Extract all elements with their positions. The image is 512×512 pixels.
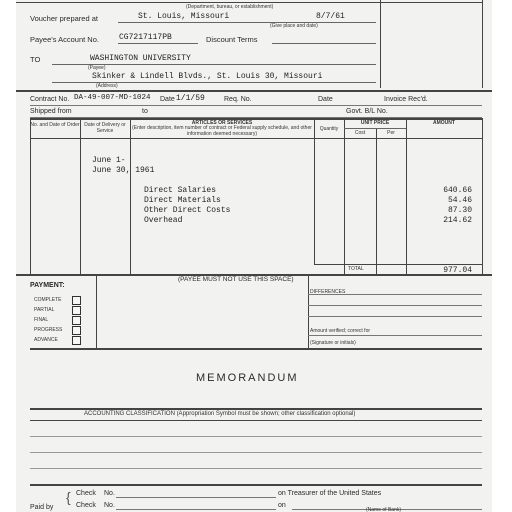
rule	[118, 22, 376, 23]
contract-date-value: 1/1/59	[176, 94, 205, 103]
treasurer-text: on Treasurer of the United States	[278, 490, 382, 497]
rule	[30, 408, 482, 410]
voucher-place: St. Louis, Missouri	[138, 12, 230, 21]
item-desc-2: Other Direct Costs	[144, 206, 231, 215]
signature-label: (Signature or initials)	[310, 340, 356, 346]
rule	[30, 484, 482, 486]
item-amount-2: 87.30	[447, 206, 472, 215]
rule	[308, 274, 309, 348]
col-cost-header: Cost	[354, 130, 366, 136]
rule	[118, 43, 198, 44]
col-order-header: No. and Date of Order	[30, 122, 80, 128]
payment-option-3: PROGRESS	[34, 327, 63, 333]
col-amount-header: AMOUNT	[433, 120, 455, 126]
col-quantity-header: Quantity	[319, 126, 339, 132]
on-label: on	[278, 502, 286, 509]
item-desc-1: Direct Materials	[144, 196, 221, 205]
rule	[308, 335, 482, 336]
rule	[80, 118, 81, 274]
rule	[96, 274, 97, 348]
col-delivery-header: Date of Delivery or Service	[84, 122, 126, 134]
rule	[344, 128, 406, 129]
rule	[482, 0, 483, 88]
amount-verified-label: Amount verified; correct for	[310, 328, 371, 334]
brace-glyph: {	[66, 489, 71, 505]
rule	[406, 118, 407, 274]
rule	[482, 118, 483, 274]
checkbox-advance[interactable]	[72, 336, 81, 345]
rule	[344, 118, 345, 274]
payee-address: Skinker & Lindell Blvds., St. Louis 30, Missouri	[92, 72, 323, 81]
rule	[30, 138, 482, 139]
rule	[308, 294, 482, 295]
invoice-label: Invoice Rec'd.	[384, 96, 428, 103]
rule	[308, 316, 482, 317]
differences-label: DIFFERENCES	[310, 289, 346, 295]
total-label: TOTAL	[348, 266, 364, 272]
payment-option-1: PARTIAL	[34, 307, 55, 313]
rule	[16, 2, 380, 3]
col-articles-subheader: (Enter description, item number of contract or Federal supply schedule, and other information deemed necessary)	[132, 125, 312, 137]
govt-bl-label: Govt. B/L No.	[346, 108, 388, 115]
voucher-date: 8/7/61	[316, 12, 345, 21]
shipped-from-label: Shipped from	[30, 108, 72, 115]
rule	[272, 43, 376, 44]
payment-label: PAYMENT:	[30, 282, 65, 289]
accounting-label: ACCOUNTING CLASSIFICATION (Appropriation Symbol must be shown; other classification optional)	[84, 411, 356, 417]
item-amount-3: 214.62	[443, 216, 472, 225]
voucher-sheet	[16, 0, 492, 512]
contract-label: Contract No.	[30, 96, 70, 103]
checkbox-final[interactable]	[72, 316, 81, 325]
payment-option-4: ADVANCE	[34, 337, 58, 343]
rule	[30, 348, 482, 350]
to-label: TO	[30, 55, 41, 64]
col-per-header: Per	[387, 130, 395, 136]
payee-notice: (PAYEE MUST NOT USE THIS SPACE)	[178, 276, 294, 283]
col-articles-header: ARTICLES OR SERVICES	[191, 120, 253, 126]
rule	[16, 90, 492, 92]
period-line-1: June 1-	[92, 156, 126, 165]
rule	[116, 509, 276, 510]
no-label-1: No.	[104, 490, 115, 497]
paid-by-label: Paid by	[30, 504, 54, 511]
payee-caption: (Payee)	[88, 65, 106, 71]
item-amount-0: 640.66	[443, 186, 472, 195]
total-value: 977.04	[443, 266, 472, 275]
rule	[314, 264, 482, 265]
payee-name: WASHINGTON UNIVERSITY	[90, 54, 191, 63]
date-label: Date	[318, 96, 333, 103]
item-amount-1: 54.46	[447, 196, 472, 205]
rule	[30, 420, 482, 421]
address-caption: (Address)	[96, 83, 118, 89]
rule	[314, 118, 315, 264]
shipped-to-label: to	[142, 108, 148, 115]
item-desc-0: Direct Salaries	[144, 186, 217, 195]
rule	[30, 105, 482, 106]
bank-caption: (Name of Bank)	[366, 507, 402, 512]
col-unit-price-header: UNIT PRICE	[360, 120, 390, 126]
rule	[30, 118, 31, 274]
rule	[30, 436, 482, 437]
voucher-label: Voucher prepared at	[30, 14, 98, 23]
checkbox-progress[interactable]	[72, 326, 81, 335]
rule	[30, 468, 482, 469]
memorandum-title: MEMORANDUM	[196, 372, 299, 384]
rule	[380, 2, 482, 3]
payment-option-2: FINAL	[34, 317, 49, 323]
check-label-1: Check	[76, 490, 96, 497]
period-line-2: June 30, 1961	[92, 166, 155, 175]
rule	[376, 128, 377, 274]
rule	[308, 305, 482, 306]
check-label-2: Check	[76, 502, 96, 509]
payee-account-label: Payee's Account No.	[30, 35, 99, 44]
checkbox-complete[interactable]	[72, 296, 81, 305]
rule	[116, 497, 276, 498]
rule	[30, 452, 482, 453]
contract-value: DA-49-007-MD-1024	[74, 94, 151, 102]
payee-account-value: CG7217117PB	[119, 33, 172, 42]
payment-option-0: COMPLETE	[34, 297, 62, 303]
checkbox-partial[interactable]	[72, 306, 81, 315]
place-caption: (Give place and date)	[270, 23, 318, 29]
rule	[380, 0, 381, 88]
rule	[130, 118, 131, 274]
discount-label: Discount Terms	[206, 35, 258, 44]
contract-date-label: Date	[160, 96, 175, 103]
dept-caption: (Department, bureau, or establishment)	[186, 4, 274, 10]
item-desc-3: Overhead	[144, 216, 183, 225]
no-label-2: No.	[104, 502, 115, 509]
req-label: Req. No.	[224, 96, 252, 103]
